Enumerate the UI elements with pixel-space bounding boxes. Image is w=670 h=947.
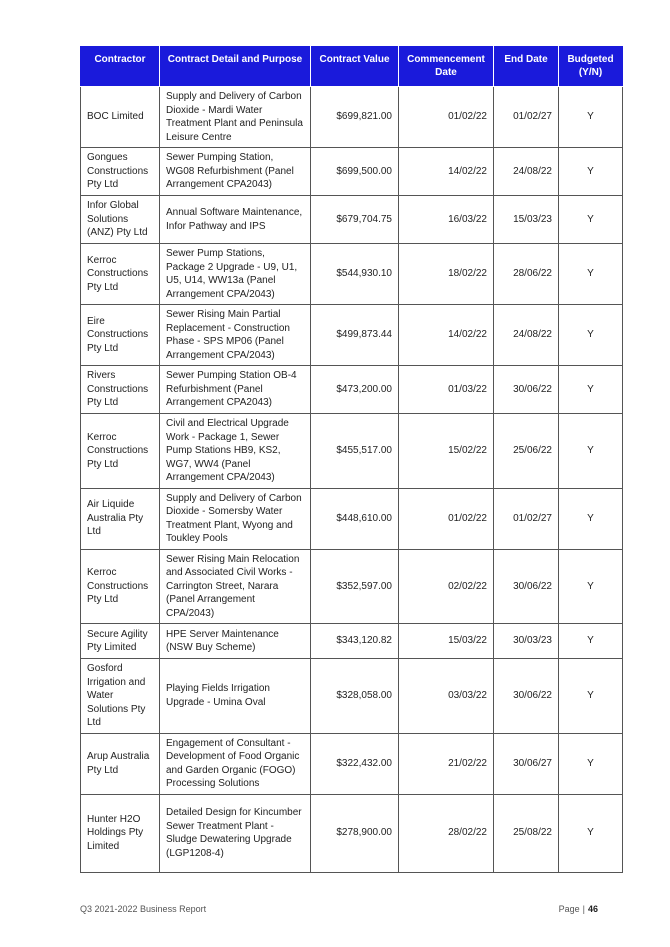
end-date-cell: 01/02/27: [494, 488, 559, 549]
contractor-cell: BOC Limited: [81, 87, 160, 148]
start-date-cell: 02/02/22: [399, 549, 494, 624]
header-value: Contract Value: [311, 47, 399, 87]
header-contractor: Contractor: [81, 47, 160, 87]
contractor-cell: Eire Constructions Pty Ltd: [81, 305, 160, 366]
contractor-cell: Kerroc Constructions Pty Ltd: [81, 244, 160, 305]
value-cell: $499,873.44: [311, 305, 399, 366]
end-date-cell: 24/08/22: [494, 305, 559, 366]
start-date-cell: 18/02/22: [399, 244, 494, 305]
start-date-cell: 01/02/22: [399, 488, 494, 549]
contractor-cell: Hunter H2O Holdings Pty Limited: [81, 794, 160, 872]
budgeted-cell: Y: [559, 366, 623, 414]
page-separator: |: [582, 904, 585, 914]
table-row: [81, 366, 623, 414]
end-date-cell: 28/06/22: [494, 244, 559, 305]
detail-cell: Supply and Delivery of Carbon Dioxide - Somersby Water Treatment Plant, Wyong and Toukley Pools: [160, 488, 311, 549]
budgeted-cell: Y: [559, 414, 623, 489]
detail-cell: Playing Fields Irrigation Upgrade - Umina Oval: [160, 659, 311, 734]
header-budgeted: Budgeted (Y/N): [559, 47, 623, 87]
table-row: [81, 624, 623, 659]
budgeted-cell: Y: [559, 488, 623, 549]
detail-cell: Sewer Rising Main Relocation and Associated Civil Works - Carrington Street, Narara (Panel Arrangement CPA/2043): [160, 549, 311, 624]
value-cell: $352,597.00: [311, 549, 399, 624]
detail-cell: Detailed Design for Kincumber Sewer Treatment Plant - Sludge Dewatering Upgrade (LGP1208-4): [160, 794, 311, 872]
footer-page-indicator: [559, 904, 598, 914]
contractor-cell: Rivers Constructions Pty Ltd: [81, 366, 160, 414]
contractor-cell: Gongues Constructions Pty Ltd: [81, 148, 160, 196]
start-date-cell: 01/02/22: [399, 87, 494, 148]
detail-cell: Sewer Pumping Station OB-4 Refurbishment (Panel Arrangement CPA2043): [160, 366, 311, 414]
detail-cell: HPE Server Maintenance (NSW Buy Scheme): [160, 624, 311, 659]
value-cell: $448,610.00: [311, 488, 399, 549]
budgeted-cell: Y: [559, 305, 623, 366]
table-row: [81, 244, 623, 305]
value-cell: $455,517.00: [311, 414, 399, 489]
start-date-cell: 16/03/22: [399, 196, 494, 244]
value-cell: $544,930.10: [311, 244, 399, 305]
contractor-cell: Gosford Irrigation and Water Solutions Pty Ltd: [81, 659, 160, 734]
contracts-table: [80, 46, 623, 873]
budgeted-cell: Y: [559, 549, 623, 624]
detail-cell: Sewer Pumping Station, WG08 Refurbishment (Panel Arrangement CPA2043): [160, 148, 311, 196]
budgeted-cell: Y: [559, 624, 623, 659]
page-number: 46: [587, 904, 598, 914]
start-date-cell: 14/02/22: [399, 148, 494, 196]
header-end-date: End Date: [494, 47, 559, 87]
start-date-cell: 15/03/22: [399, 624, 494, 659]
end-date-cell: 01/02/27: [494, 87, 559, 148]
start-date-cell: 01/03/22: [399, 366, 494, 414]
contractor-cell: Kerroc Constructions Pty Ltd: [81, 549, 160, 624]
value-cell: $343,120.82: [311, 624, 399, 659]
table-row: [81, 733, 623, 794]
end-date-cell: 30/06/22: [494, 549, 559, 624]
end-date-cell: 15/03/23: [494, 196, 559, 244]
start-date-cell: 03/03/22: [399, 659, 494, 734]
table-row: [81, 87, 623, 148]
value-cell: $699,821.00: [311, 87, 399, 148]
page-label: Page: [558, 904, 580, 914]
table-row: [81, 414, 623, 489]
budgeted-cell: Y: [559, 659, 623, 734]
detail-cell: Civil and Electrical Upgrade Work - Package 1, Sewer Pump Stations HB9, KS2, WG7, WW4 (Panel Arrangement CPA/2043): [160, 414, 311, 489]
detail-cell: Engagement of Consultant - Development of Food Organic and Garden Organic (FOGO) Processing Solutions: [160, 733, 311, 794]
value-cell: $278,900.00: [311, 794, 399, 872]
end-date-cell: 25/06/22: [494, 414, 559, 489]
contractor-cell: Infor Global Solutions (ANZ) Pty Ltd: [81, 196, 160, 244]
start-date-cell: 21/02/22: [399, 733, 494, 794]
budgeted-cell: Y: [559, 794, 623, 872]
detail-cell: Sewer Pump Stations, Package 2 Upgrade - U9, U1, U5, U14, WW13a (Panel Arrangement CPA/2043): [160, 244, 311, 305]
end-date-cell: 30/03/23: [494, 624, 559, 659]
table-header-row: [81, 47, 623, 87]
budgeted-cell: Y: [559, 196, 623, 244]
table-row: [81, 148, 623, 196]
budgeted-cell: Y: [559, 244, 623, 305]
footer-report-title: Q3 2021-2022 Business Report: [80, 904, 207, 914]
budgeted-cell: Y: [559, 87, 623, 148]
value-cell: $328,058.00: [311, 659, 399, 734]
contractor-cell: Kerroc Constructions Pty Ltd: [81, 414, 160, 489]
start-date-cell: 28/02/22: [399, 794, 494, 872]
table-row: [81, 794, 623, 872]
contractor-cell: Arup Australia Pty Ltd: [81, 733, 160, 794]
table-row: [81, 659, 623, 734]
header-detail: Contract Detail and Purpose: [160, 47, 311, 87]
end-date-cell: 30/06/22: [494, 366, 559, 414]
budgeted-cell: Y: [559, 148, 623, 196]
value-cell: $699,500.00: [311, 148, 399, 196]
end-date-cell: 30/06/22: [494, 659, 559, 734]
budgeted-cell: Y: [559, 733, 623, 794]
table-row: [81, 549, 623, 624]
end-date-cell: 25/08/22: [494, 794, 559, 872]
table-row: [81, 305, 623, 366]
detail-cell: Annual Software Maintenance, Infor Pathway and IPS: [160, 196, 311, 244]
detail-cell: Sewer Rising Main Partial Replacement - Construction Phase - SPS MP06 (Panel Arrangement CPA/2043): [160, 305, 311, 366]
value-cell: $473,200.00: [311, 366, 399, 414]
contractor-cell: Secure Agility Pty Limited: [81, 624, 160, 659]
value-cell: $322,432.00: [311, 733, 399, 794]
end-date-cell: 30/06/27: [494, 733, 559, 794]
start-date-cell: 14/02/22: [399, 305, 494, 366]
end-date-cell: 24/08/22: [494, 148, 559, 196]
start-date-cell: 15/02/22: [399, 414, 494, 489]
contractor-cell: Air Liquide Australia Pty Ltd: [81, 488, 160, 549]
table-row: [81, 196, 623, 244]
header-start-date: Commencement Date: [399, 47, 494, 87]
detail-cell: Supply and Delivery of Carbon Dioxide - Mardi Water Treatment Plant and Peninsula Leisure Centre: [160, 87, 311, 148]
value-cell: $679,704.75: [311, 196, 399, 244]
table-row: [81, 488, 623, 549]
